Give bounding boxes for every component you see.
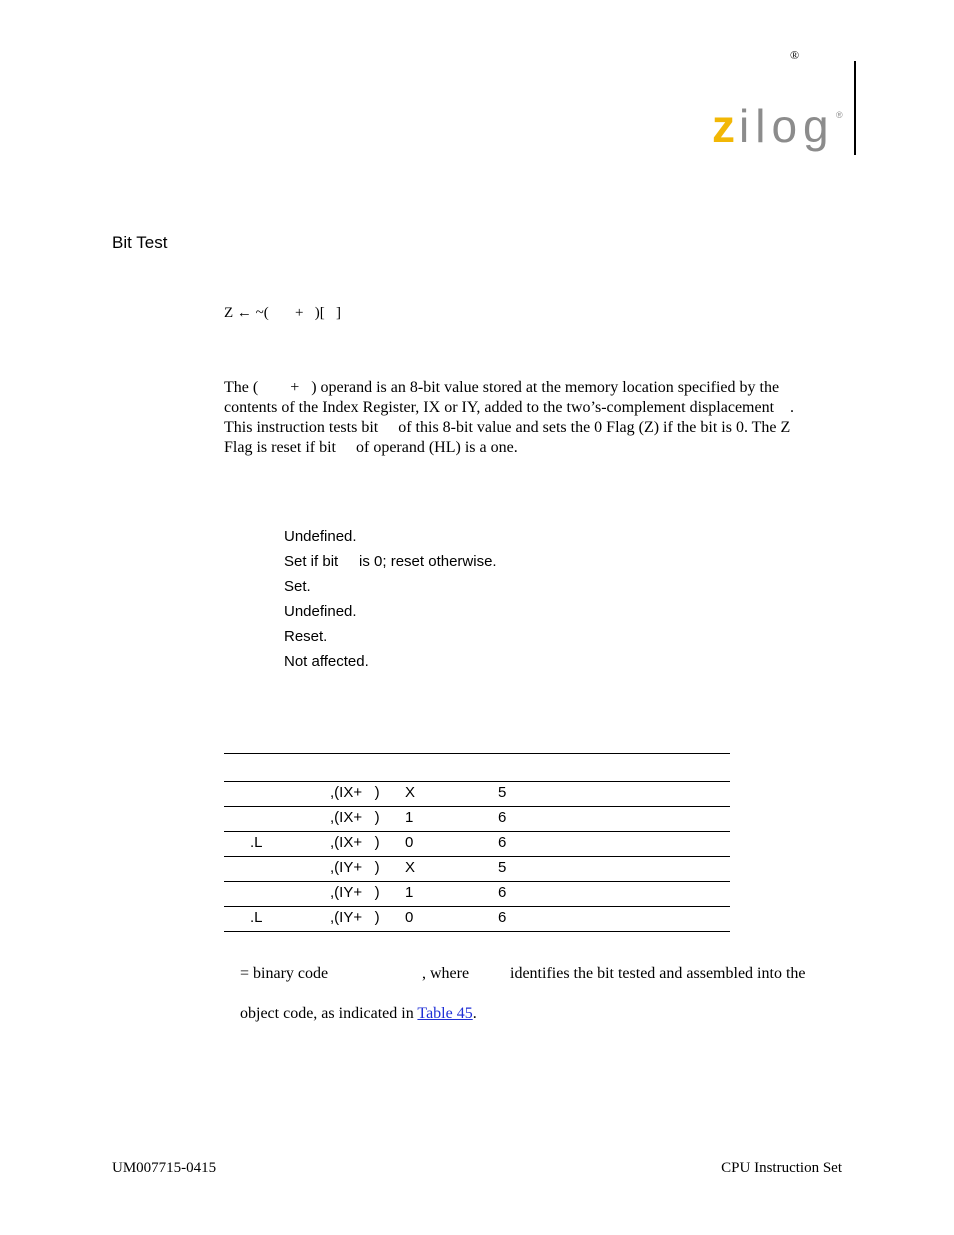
flag-h: Set.	[284, 578, 311, 595]
description-line: This instruction tests bit of this 8-bit value and sets the 0 Flag (Z) if the bit is 0. The Z	[224, 419, 791, 436]
logo-letters-ilog: ilog	[739, 104, 835, 152]
section-title: Bit Test	[112, 233, 168, 252]
table-cell-adl: 1	[405, 884, 414, 901]
footer-section-name: CPU Instruction Set	[721, 1160, 842, 1176]
table-header-rule	[224, 781, 730, 782]
flag-s: Undefined.	[284, 528, 357, 545]
description-line: Flag is reset if bit of operand (HL) is a one.	[224, 439, 518, 456]
table-row-rule	[224, 806, 730, 807]
description-line: contents of the Index Register, IX or IY, added to the two’s-complement displacement .	[224, 399, 795, 416]
description-paragraph	[224, 378, 834, 458]
zilog-logo	[712, 104, 844, 161]
table-bottom-rule	[224, 931, 730, 932]
zilog-logo-graphic	[712, 104, 844, 156]
flag-n: Reset.	[284, 628, 328, 645]
footer-doc-id: UM007715-0415	[112, 1160, 217, 1176]
note-object-code: object code, as indicated in	[240, 1005, 418, 1022]
table-cell-cycles: 5	[498, 859, 507, 876]
flag-z: Set if bit is 0; reset otherwise.	[284, 553, 497, 570]
table-cell-operand: ,(IY+ )	[330, 859, 380, 876]
description-line: The ( + ) operand is an 8-bit value stored at the memory location specified by the	[224, 379, 780, 396]
table-cell-cycles: 6	[498, 834, 507, 851]
table-row-rule	[224, 856, 730, 857]
logo-letter-z: z	[712, 104, 735, 152]
table-cell-operand: ,(IY+ )	[330, 884, 380, 901]
note-binary-code: = binary code	[224, 965, 329, 982]
table-cell-cycles: 6	[498, 909, 507, 926]
table-cell-operand: ,(IX+ )	[330, 784, 380, 801]
table-45-link[interactable]: Table 45	[417, 1005, 473, 1022]
table-cell-operand: ,(IY+ )	[330, 909, 380, 926]
header-divider	[854, 61, 856, 155]
registered-mark: ®	[790, 48, 800, 62]
note-identifies: identifies the bit tested and assembled into the	[510, 965, 806, 982]
table-cell-cycles: 6	[498, 809, 507, 826]
table-cell-cycles: 6	[498, 884, 507, 901]
table-cell-operand: ,(IX+ )	[330, 834, 380, 851]
table-row-rule	[224, 881, 730, 882]
flag-pv: Undefined.	[284, 603, 357, 620]
table-row-rule	[224, 906, 730, 907]
operation-formula: Z ← ~( + )[ ]	[224, 305, 341, 321]
logo-trademark: ®	[836, 110, 843, 120]
table-cell-adl: X	[405, 784, 416, 801]
note-period: .	[472, 1005, 477, 1022]
bit-code-note	[224, 964, 834, 1022]
table-top-rule	[224, 753, 730, 754]
table-cell-mnemonic: .L	[250, 909, 263, 926]
table-cell-adl: X	[405, 859, 416, 876]
table-cell-adl: 0	[405, 909, 414, 926]
note-where: , where	[422, 965, 470, 982]
table-cell-mnemonic: .L	[250, 834, 263, 851]
table-cell-adl: 1	[405, 809, 414, 826]
table-cell-operand: ,(IX+ )	[330, 809, 380, 826]
table-cell-cycles: 5	[498, 784, 507, 801]
flag-c: Not affected.	[284, 653, 369, 670]
table-row-rule	[224, 831, 730, 832]
table-cell-adl: 0	[405, 834, 414, 851]
